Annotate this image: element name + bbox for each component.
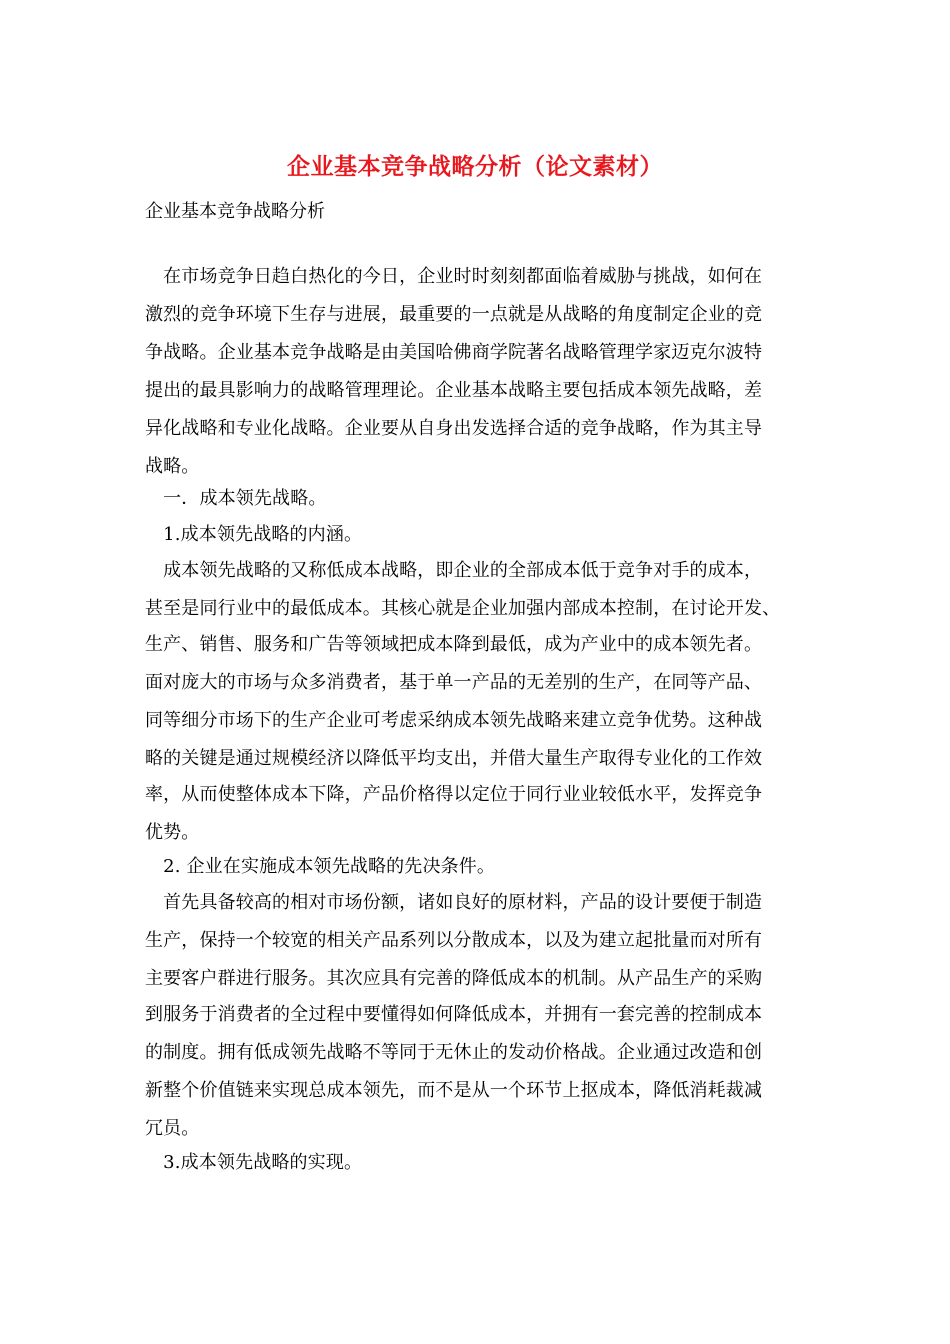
paragraph-line: 成本领先战略的又称低成本战略，即企业的全部成本低于竞争对手的成本， <box>145 560 763 581</box>
paragraph-line: 的制度。拥有低成领先战略不等同于无休止的发动价格战。企业通过改造和创 <box>145 1042 763 1063</box>
paragraph-line: 提出的最具影响力的战略管理理论。企业基本战略主要包括成本领先战略，差 <box>145 380 763 401</box>
subsection-heading: 2. 企业在实施成本领先战略的先决条件。 <box>145 856 496 877</box>
paragraph-line: 争战略。企业基本竞争战略是由美国哈佛商学院著名战略管理学家迈克尔波特 <box>145 342 763 363</box>
paragraph-line: 异化战略和专业化战略。企业要从自身出发选择合适的竞争战略，作为其主导 <box>145 418 763 439</box>
paragraph-line: 略的关键是通过规模经济以降低平均支出，并借大量生产取得专业化的工作效 <box>145 748 763 769</box>
paragraph-line: 战略。 <box>145 456 200 477</box>
paragraph-line: 在市场竞争日趋白热化的今日，企业时时刻刻都面临着威胁与挑战，如何在 <box>145 266 763 287</box>
paragraph-line: 面对庞大的市场与众多消费者，基于单一产品的无差别的生产，在同等产品、 <box>145 672 763 693</box>
section-heading: 一．成本领先战略。 <box>145 488 327 509</box>
paragraph-line: 生产、销售、服务和广告等领域把成本降到最低，成为产业中的成本领先者。 <box>145 634 763 655</box>
paragraph-line: 生产，保持一个较宽的相关产品系列以分散成本，以及为建立起批量而对所有 <box>145 930 763 951</box>
paragraph-line: 激烈的竞争环境下生存与进展，最重要的一点就是从战略的角度制定企业的竞 <box>145 304 763 325</box>
paragraph-line: 冗员。 <box>145 1118 200 1139</box>
paragraph-line: 率，从而使整体成本下降，产品价格得以定位于同行业业较低水平，发挥竞争 <box>145 784 763 805</box>
subsection-heading: 1.成本领先战略的内涵。 <box>145 524 363 545</box>
paragraph-line: 首先具备较高的相对市场份额，诸如良好的原材料，产品的设计要便于制造 <box>145 892 763 913</box>
paragraph-line: 甚至是同行业中的最低成本。其核心就是企业加强内部成本控制，在讨论开发、 <box>145 598 781 619</box>
paragraph-line: 同等细分市场下的生产企业可考虑采纳成本领先战略来建立竞争优势。这种战 <box>145 710 763 731</box>
paragraph-line: 主要客户群进行服务。其次应具有完善的降低成本的机制。从产品生产的采购 <box>145 968 763 989</box>
paragraph-line: 优势。 <box>145 822 200 843</box>
subsection-heading: 3.成本领先战略的实现。 <box>145 1152 363 1173</box>
document-subtitle: 企业基本竞争战略分析 <box>145 201 325 222</box>
paragraph-line: 到服务于消费者的全过程中要懂得如何降低成本，并拥有一套完善的控制成本 <box>145 1004 763 1025</box>
paragraph-line: 新整个价值链来实现总成本领先，而不是从一个环节上抠成本，降低消耗裁减 <box>145 1080 763 1101</box>
document-title: 企业基本竞争战略分析（论文素材） <box>287 153 663 180</box>
